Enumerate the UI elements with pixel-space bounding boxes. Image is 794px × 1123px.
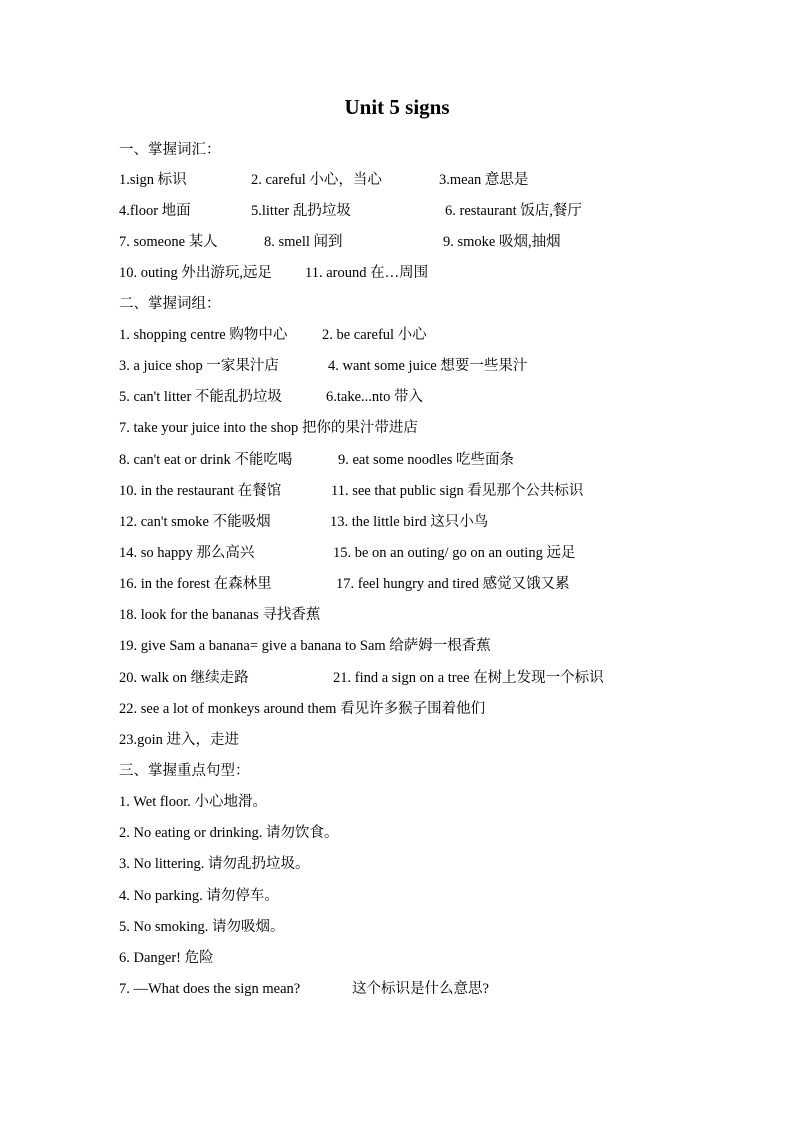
sentence-item: 7. —What does the sign mean?: [119, 981, 301, 997]
vocab-item: 5.litter 乱扔垃圾: [251, 203, 351, 219]
phrase-item: 20. walk on 继续走路: [119, 670, 249, 686]
sentence-item: 1. Wet floor. 小心地滑。: [119, 794, 267, 810]
phrase-item: 7. take your juice into the shop 把你的果汁带进店: [119, 420, 418, 436]
phrase-item: 11. see that public sign 看见那个公共标识: [331, 483, 584, 499]
phrase-item: 16. in the forest 在森林里: [119, 576, 272, 592]
phrase-item: 4. want some juice 想要一些果汁: [328, 358, 528, 374]
phrase-item: 1. shopping centre 购物中心: [119, 327, 288, 343]
vocab-item: 6. restaurant 饭店,餐厅: [445, 203, 582, 219]
section-heading-vocabulary: 一、掌握词汇：: [119, 142, 221, 158]
phrase-item: 22. see a lot of monkeys around them 看见许多猴子围着他们: [119, 701, 486, 717]
phrase-item: 12. can't smoke 不能吸烟: [119, 514, 271, 530]
vocab-item: 3.mean 意思是: [439, 172, 529, 188]
phrase-item: 15. be on an outing/ go on an outing 远足: [333, 545, 576, 561]
sentence-item: 4. No parking. 请勿停车。: [119, 888, 279, 904]
sentence-item: 2. No eating or drinking. 请勿饮食。: [119, 825, 339, 841]
phrase-item: 8. can't eat or drink 不能吃喝: [119, 452, 293, 468]
phrase-item: 17. feel hungry and tired 感觉又饿又累: [336, 576, 570, 592]
phrase-item: 6.take...nto 带入: [326, 389, 424, 405]
section-heading-phrases: 二、掌握词组：: [119, 296, 221, 312]
vocab-item: 4.floor 地面: [119, 203, 191, 219]
phrase-item: 2. be careful 小心: [322, 327, 427, 343]
vocab-item: 8. smell 闻到: [264, 234, 343, 250]
vocab-item: 1.sign 标识: [119, 172, 187, 188]
vocab-item: 10. outing 外出游玩,远足: [119, 265, 273, 281]
sentence-item: 6. Danger! 危险: [119, 950, 214, 966]
phrase-item: 18. look for the bananas 寻找香蕉: [119, 607, 321, 623]
phrase-item: 5. can't litter 不能乱扔垃圾: [119, 389, 282, 405]
sentence-item: 这个标识是什么意思?: [352, 981, 489, 997]
phrase-item: 3. a juice shop 一家果汁店: [119, 358, 279, 374]
vocab-item: 11. around 在…周围: [305, 265, 429, 281]
vocab-item: 2. careful 小心，当心: [251, 172, 382, 188]
vocab-item: 9. smoke 吸烟,抽烟: [443, 234, 561, 250]
vocab-item: 7. someone 某人: [119, 234, 218, 250]
phrase-item: 13. the little bird 这只小鸟: [330, 514, 489, 530]
phrase-item: 14. so happy 那么高兴: [119, 545, 255, 561]
phrase-item: 23.goin 进入，走进: [119, 732, 240, 748]
sentence-item: 5. No smoking. 请勿吸烟。: [119, 919, 285, 935]
sentence-item: 3. No littering. 请勿乱扔垃圾。: [119, 856, 310, 872]
section-heading-sentences: 三、掌握重点句型：: [119, 763, 250, 779]
page-title: Unit 5 signs: [344, 95, 450, 119]
phrase-item: 21. find a sign on a tree 在树上发现一个标识: [333, 670, 604, 686]
phrase-item: 9. eat some noodles 吃些面条: [338, 452, 514, 468]
phrase-item: 19. give Sam a banana= give a banana to Sam 给萨姆一根香蕉: [119, 638, 491, 654]
phrase-item: 10. in the restaurant 在餐馆: [119, 483, 282, 499]
